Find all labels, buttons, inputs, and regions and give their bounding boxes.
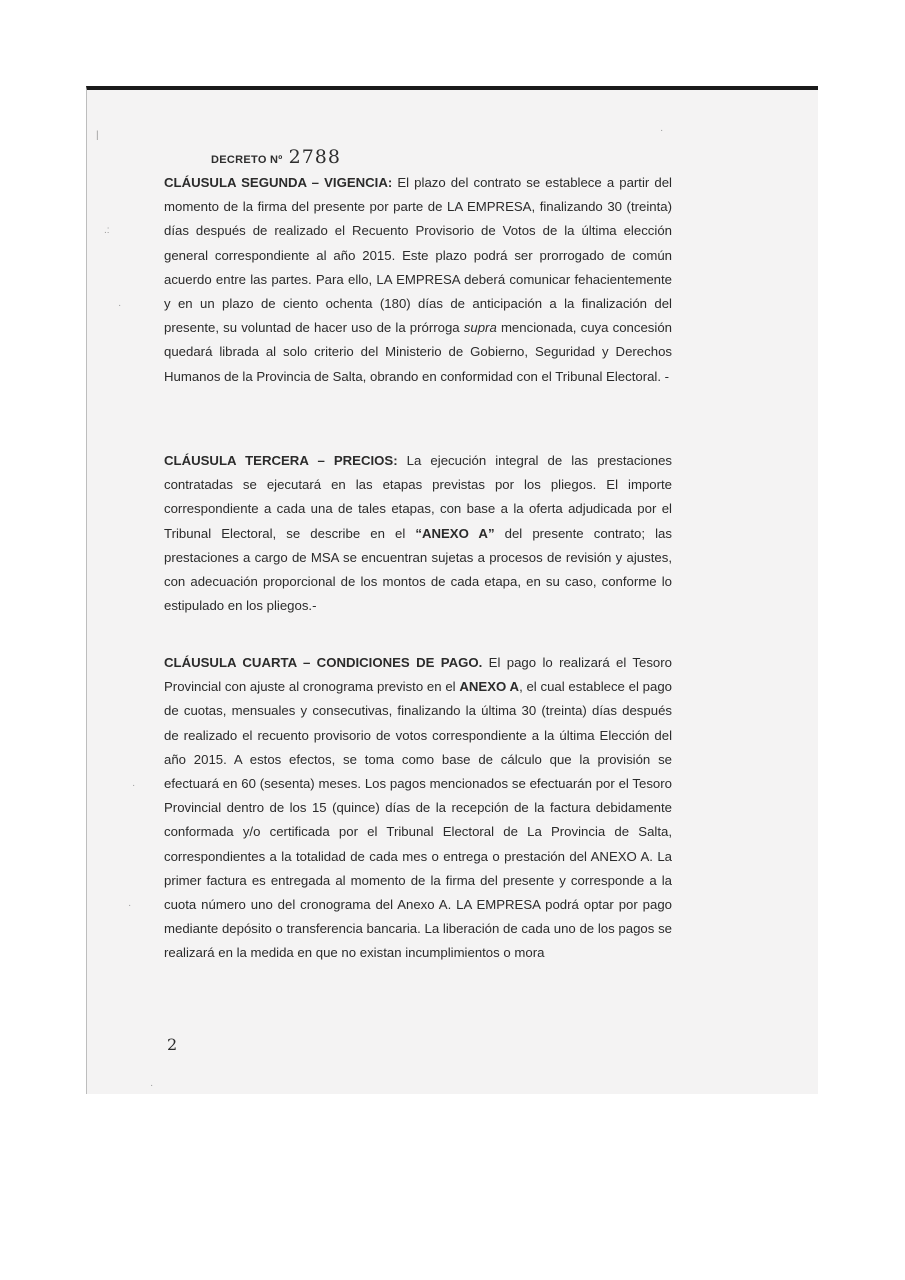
decree-number: 2788	[288, 146, 341, 168]
clause-text-bold: “ANEXO A”	[415, 525, 495, 541]
clause-segunda	[164, 171, 672, 389]
scan-speck: |	[96, 130, 99, 141]
clause-text-italic: supra	[463, 320, 497, 336]
page-number: 2	[167, 1035, 178, 1054]
scan-speck: ·	[132, 780, 136, 791]
decree-stamp-prefix: DECRETO Nº	[211, 154, 283, 166]
scan-speck: ·	[150, 1080, 154, 1091]
decree-header	[211, 146, 341, 168]
clause-text: El pago lo realizará el Tesoro Provincial con ajuste al cronograma previsto en el	[164, 655, 672, 695]
clause-text: del presente contrato; las prestaciones a cargo de MSA se encuentran sujetas a procesos de revisión y ajustes, con adecuación proporcional de los montos de cada etapa, en su caso, conforme lo estipulado en los pliegos.-	[164, 525, 672, 614]
clause-cuarta	[164, 651, 672, 966]
clause-text: La ejecución integral de las prestaciones contratadas se ejecutará en las etapas previstas por los pliegos. El importe correspondiente a cada una de tales etapas, con base a la oferta adjudicada por el Tribunal Electoral, se describe en el	[164, 453, 672, 541]
scan-speck: ·	[660, 125, 664, 136]
scan-speck: .:	[104, 225, 110, 236]
clause-text: , el cual establece el pago de cuotas, mensuales y consecutivas, finalizando la última 30 (treinta) días después de realizado el recuento provisorio de votos correspondiente a la última Elección del año 2015. A estos efectos, se toma como base de cálculo que la provisión se efectuará en 60 (sesenta) meses. Los pagos mencionados se efectuarán por el Tesoro Provincial dentro de los 15 (quince) días de la recepción de la factura debidamente conformada y/o certificada por el Tribunal Electoral de La Provincia de Salta, correspondientes a la totalidad de cada mes o entrega o prestación del ANEXO A. La primer factura es entregada al momento de la firma del presente y corresponde a la cuota número uno del cronograma del Anexo A. LA EMPRESA podrá optar por pago mediante depósito o transferencia bancaria. La liberación de cada uno de los pagos se realizará en la medida en que no existan incumplimientos o mora	[164, 679, 672, 961]
clause-heading: CLÁUSULA TERCERA – PRECIOS:	[164, 453, 398, 468]
clause-heading: CLÁUSULA CUARTA – CONDICIONES DE PAGO.	[164, 655, 483, 670]
clause-text: mencionada, cuya concesión quedará librada al solo criterio del Ministerio de Gobierno, Seguridad y Derechos Humanos de la Provincia de Salta, obrando en conformidad con el Tribunal Electoral. -	[164, 320, 672, 384]
clause-tercera	[164, 449, 672, 618]
clause-text-bold: ANEXO A	[459, 679, 520, 695]
scan-speck: ·	[128, 900, 132, 911]
scan-speck: ·	[118, 300, 122, 311]
clause-text: El plazo del contrato se establece a partir del momento de la firma del presente por parte de LA EMPRESA, finalizando 30 (treinta) días después de realizado el Recuento Provisorio de Votos de la última elección general correspondiente al año 2015. Este plazo podrá ser prorrogado de común acuerdo entre las partes. Para ello, LA EMPRESA deberá comunicar fehacientemente y en un plazo de ciento ochenta (180) días de anticipación a la finalización del presente, su voluntad de hacer uso de la prórroga	[164, 175, 672, 336]
clause-heading: CLÁUSULA SEGUNDA – VIGENCIA:	[164, 175, 393, 190]
